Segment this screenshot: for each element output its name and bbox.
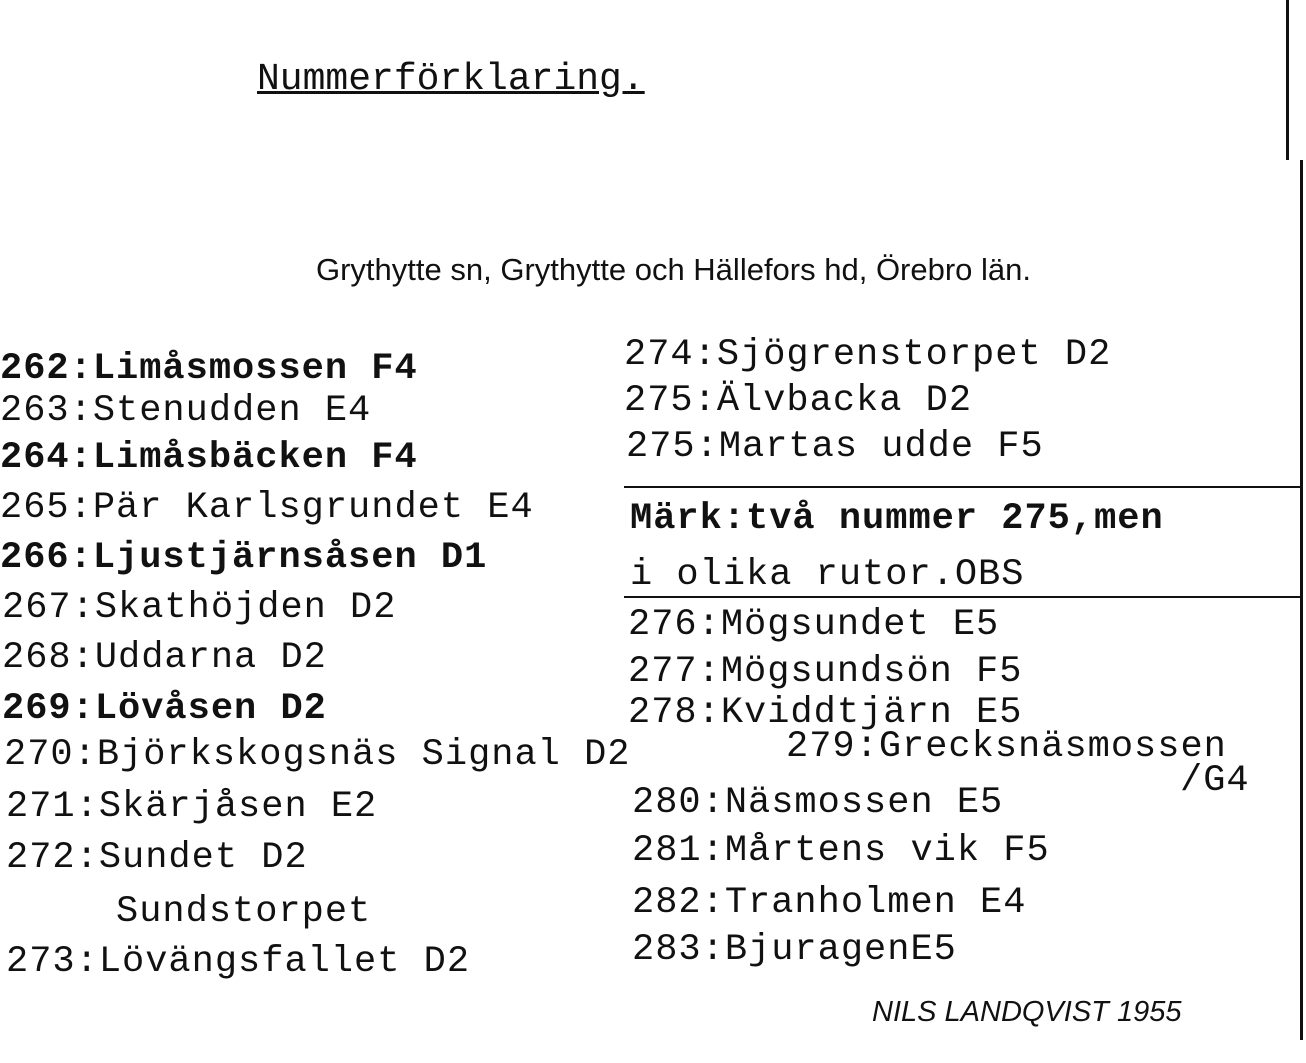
page-title: Nummerförklaring. xyxy=(257,58,645,101)
entry-274: 274:Sjögrenstorpet D2 xyxy=(624,334,1112,376)
entry-271: 271:Skärjåsen E2 xyxy=(6,786,378,828)
entry-282: 282:Tranholmen E4 xyxy=(632,882,1027,924)
signature: NILS LANDQVIST 1955 xyxy=(872,996,1182,1028)
entry-272: 272:Sundet D2 xyxy=(6,837,308,879)
note-line-2: i olika rutor.OBS xyxy=(630,554,1025,596)
entry-269: 269:Lövåsen D2 xyxy=(2,688,327,730)
entry-263: 263:Stenudden E4 xyxy=(0,390,372,432)
right-border-line-lower xyxy=(1300,160,1303,1040)
entry-275b: 275:Martas udde F5 xyxy=(626,426,1044,468)
entry-283: 283:BjuragenE5 xyxy=(632,929,957,971)
entry-272-sub: Sundstorpet xyxy=(116,891,372,933)
entry-265: 265:Pär Karlsgrundet E4 xyxy=(0,487,534,529)
entry-273: 273:Lövängsfallet D2 xyxy=(6,941,471,983)
entry-280: 280:Näsmossen E5 xyxy=(632,782,1004,824)
entry-262: 262:Limåsmossen F4 xyxy=(0,348,418,390)
entry-281: 281:Mårtens vik F5 xyxy=(632,830,1050,872)
note-line-1: Märk:två nummer 275,men xyxy=(630,498,1164,540)
divider-bottom xyxy=(624,596,1300,598)
right-border-line xyxy=(1286,0,1289,160)
divider-top xyxy=(624,486,1300,488)
entry-270: 270:Björkskogsnäs Signal D2 xyxy=(4,734,631,776)
entry-276: 276:Mögsundet E5 xyxy=(628,604,1000,646)
entry-277: 277:Mögsundsön F5 xyxy=(628,651,1023,693)
entry-279-grid: /G4 xyxy=(1180,760,1250,802)
entry-278: 278:Kviddtjärn E5 xyxy=(628,692,1023,734)
entry-267: 267:Skathöjden D2 xyxy=(2,587,397,629)
entry-264: 264:Limåsbäcken F4 xyxy=(0,437,418,479)
parish-heading: Grythytte sn, Grythytte och Hällefors hd, Örebro län. xyxy=(316,252,1032,287)
entry-275a: 275:Älvbacka D2 xyxy=(624,380,973,422)
entry-266: 266:Ljustjärnsåsen D1 xyxy=(0,537,488,579)
entry-279: 279:Grecksnäsmossen xyxy=(786,726,1227,768)
entry-268: 268:Uddarna D2 xyxy=(2,637,327,679)
